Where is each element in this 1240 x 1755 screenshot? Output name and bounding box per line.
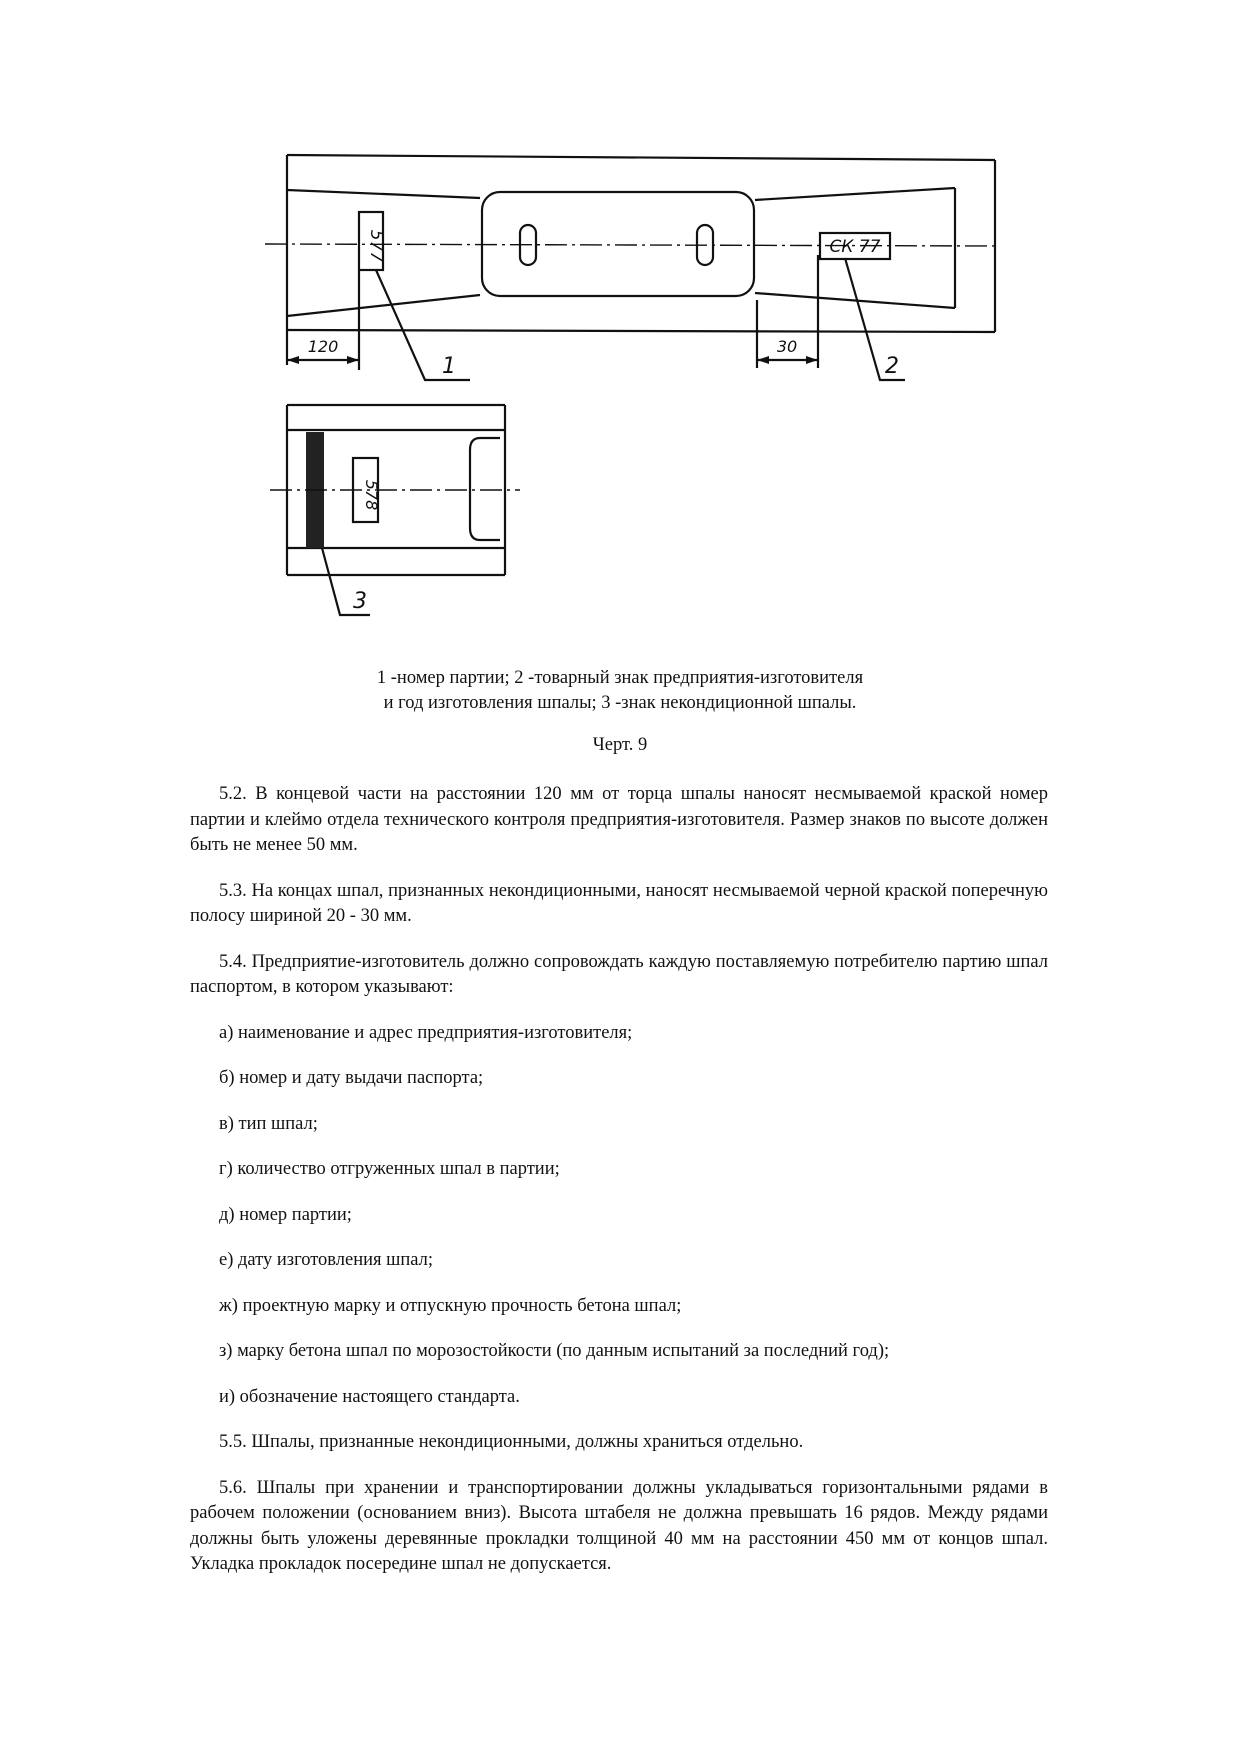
list-item: а) наименование и адрес предприятия-изготовителя; [219,1022,633,1043]
drawing-svg [0,0,1240,640]
list-item: д) номер партии; [219,1204,352,1225]
callout-1-text: 1 [442,354,456,379]
dim-30-text: 30 [776,337,798,356]
list-item: и) обозначение настоящего стандарта. [219,1386,520,1407]
defect-mark-text: 578 [362,479,381,511]
body-text [190,782,1048,1598]
trademark-mark-text: СК 77 [829,237,881,257]
callout-2-text: 2 [885,354,899,379]
sleeper-marking-drawing [0,0,1240,640]
paragraph: 5.2. В концевой части на расстоянии 120 мм от торца шпалы наносят несмываемой краской номер партии и клеймо отдела технического контроля предприятия-изготовителя. Размер знаков по высоте должен быть не менее 50 мм. [190,784,1048,855]
callout-3-text: 3 [353,589,367,614]
list-item: з) марку бетона шпал по морозостойкости (по данным испытаний за последний год); [219,1341,890,1361]
list-item: г) количество отгруженных шпал в партии; [219,1159,560,1179]
list-item: в) тип шпал; [219,1113,318,1134]
taper-line [755,188,955,200]
figure-number: Черт. 9 [592,735,648,755]
end-view-recess [470,438,500,540]
taper-line [287,190,480,198]
list-item: б) номер и дату выдачи паспорта; [219,1068,484,1088]
batch-mark-text: 577 [366,229,386,263]
caption-line: 1 -номер партии; 2 -товарный знак предприятия-изготовителя [376,668,864,688]
paragraph: 5.4. Предприятие-изготовитель должно сопровождать каждую поставляемую потребителю партию шпал паспортом, в котором указывают: [190,951,1048,997]
paragraph: 5.3. На концах шпал, признанных некондиционными, наносят несмываемой черной краской поперечную полосу шириной 20 - 30 мм. [190,880,1048,926]
paragraph: 5.5. Шпалы, признанные некондиционными, должны храниться отдельно. [219,1432,804,1452]
caption-line: и год изготовления шпалы; 3 -знак некондиционной шпалы. [383,693,857,713]
figure-caption [190,666,1050,716]
sleeper-top-edge [287,155,995,160]
dim-120-text: 120 [307,337,339,356]
paragraph: 5.6. Шпалы при хранении и транспортировании должны укладываться горизонтальными рядами в рабочем положении (основанием вниз). Высота штабеля не должна превышать 16 рядов. Между рядами должны быть уложены деревянные прокладки толщиной 40 мм на расстоянии 450 мм от концов шпал. Укладка прокладок посередине шпал не допускается. [190,1477,1048,1574]
list-item: ж) проектную марку и отпускную прочность бетона шпал; [219,1295,682,1316]
taper-line [287,295,480,316]
sleeper-bottom-edge [287,330,995,332]
list-item: е) дату изготовления шпал; [219,1250,434,1270]
